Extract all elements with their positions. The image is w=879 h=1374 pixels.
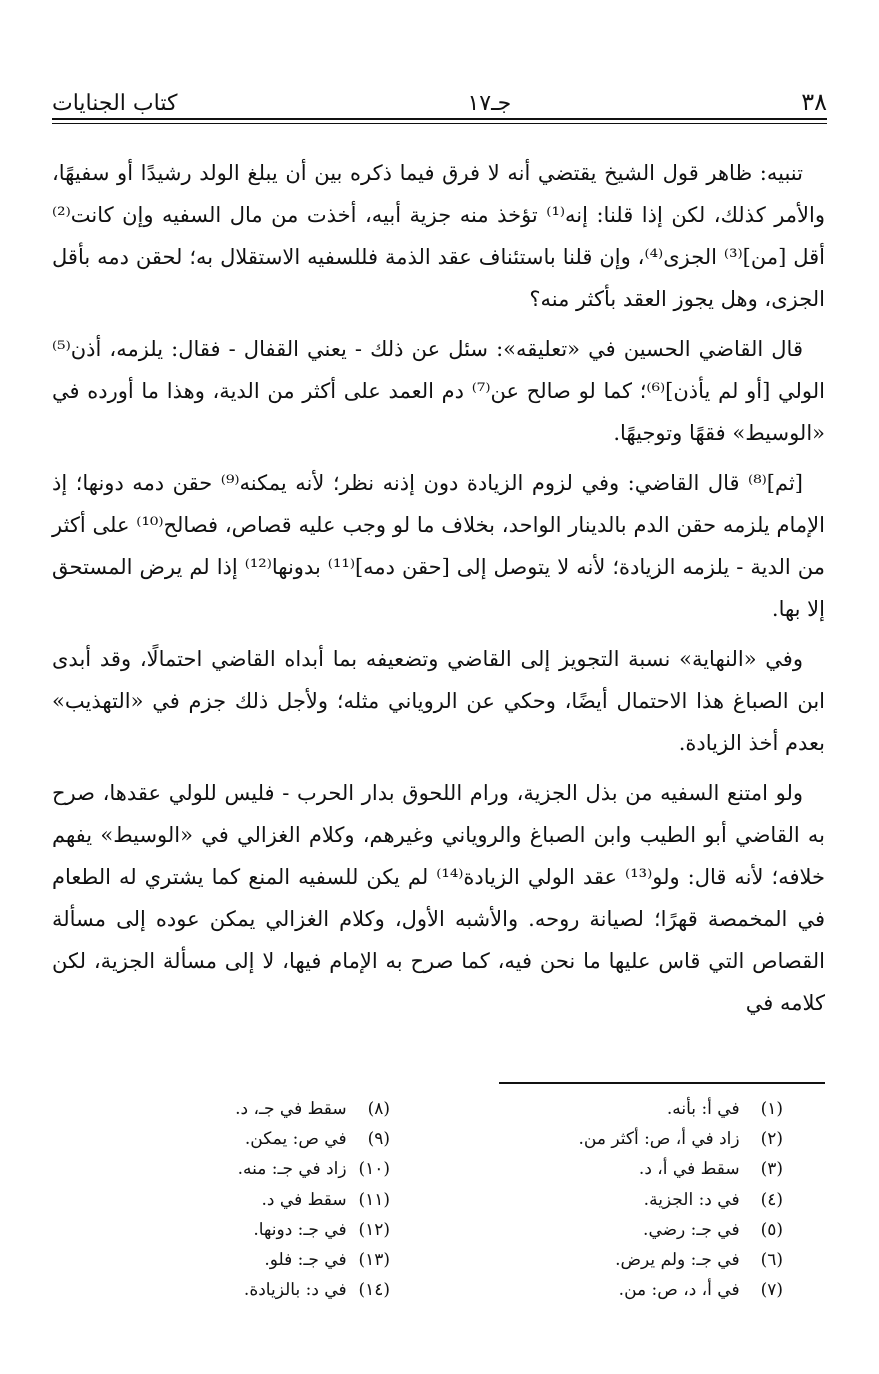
footnote-number: (١٤) (358, 1280, 390, 1301)
footnote-text: في د: بالزيادة. (243, 1280, 347, 1301)
footnote-text: سقط في أ، د. (638, 1159, 740, 1180)
main-text (52, 152, 825, 1032)
footnote-number: (٨) (367, 1099, 390, 1119)
footnote-number: (١٢) (358, 1219, 390, 1240)
footnote-text: سقط في جـ، د. (235, 1099, 347, 1119)
footnote-text: زاد في أ، ص: أكثر من. (578, 1129, 740, 1150)
footnote-item (90, 1245, 390, 1275)
footnote-number: (١١) (358, 1189, 390, 1210)
page-number: ٣٨ (801, 88, 827, 116)
footnote-rule (499, 1082, 825, 1084)
footnote-number: (٦) (760, 1250, 783, 1271)
footnote-item (90, 1094, 390, 1124)
footnote-text: في د: الجزية. (643, 1189, 740, 1210)
footnote-number: (٧) (760, 1280, 783, 1301)
footnote-item (483, 1215, 783, 1245)
footnote-item (90, 1124, 390, 1154)
header-rule (52, 118, 827, 124)
footnotes (90, 1094, 783, 1305)
footnote-number: (١٣) (358, 1250, 390, 1271)
footnote-text: في أ: بأنه. (666, 1099, 740, 1119)
footnote-number: (١) (760, 1099, 783, 1119)
footnotes-column-left (90, 1094, 390, 1305)
paragraph-qadi-nazar: [ثم]⁽⁸⁾ قال القاضي: وفي لزوم الزيادة دون إذنه نظر؛ لأنه يمكنه⁽⁹⁾ حقن دمه دونها؛ إذ الإمام يلزمه حقن الدم بالدينار الواحد، بخلاف ما لو وجب عليه قصاص، فصالح⁽¹⁰⁾ على أكثر من الدية - يلزمه الزيادة؛ لأنه لا يتوصل إلى [حقن دمه]⁽¹¹⁾ بدونها⁽¹²⁾ إذا لم يرض المستحق إلا بها. (52, 471, 825, 621)
footnote-number: (٩) (367, 1129, 390, 1150)
book-title: كتاب الجنايات (52, 91, 178, 116)
footnote-item (483, 1154, 783, 1184)
footnote-text: في جـ: دونها. (253, 1219, 347, 1240)
footnote-item (90, 1275, 390, 1305)
footnote-item (483, 1275, 783, 1305)
footnote-item (483, 1245, 783, 1275)
footnotes-column-right (483, 1094, 783, 1305)
footnote-item (483, 1185, 783, 1215)
footnote-item (90, 1215, 390, 1245)
footnote-text: سقط في د. (261, 1189, 347, 1210)
footnote-item (483, 1094, 783, 1124)
footnote-number: (٣) (760, 1159, 783, 1180)
paragraph-safih-imtana: ولو امتنع السفيه من بذل الجزية، ورام اللحوق بدار الحرب - فليس للولي عقدها، صرح به القاضي أبو الطيب وابن الصباغ والروياني وغيرهم، وكلام الغزالي في «الوسيط» يفهم خلافه؛ لأنه قال: ولو⁽¹³⁾ عقد الولي الزيادة⁽¹⁴⁾ لم يكن للسفيه المنع كما يشتري له الطعام في المخمصة قهرًا؛ لصيانة روحه. والأشبه الأول، وكلام الغزالي يمكن عوده إلى مسألة القصاص التي قاس عليها ما نحن فيه، كما صرح به الإمام فيها، لا إلى مسألة الجزية، لكن كلامه في (52, 781, 825, 1015)
paragraph-tanbih: تنبيه: ظاهر قول الشيخ يقتضي أنه لا فرق فيما ذكره بين أن يبلغ الولد رشيدًا أو سفيهًا، والأمر كذلك، لكن إذا قلنا: إنه⁽¹⁾ تؤخذ منه جزية أبيه، أخذت من مال السفيه وإن كانت⁽²⁾ أقل [من]⁽³⁾ الجزى⁽⁴⁾، وإن قلنا باستئناف عقد الذمة فللسفيه الاستقلال به؛ لحقن دمه بأقل الجزى، وهل يجوز العقد بأكثر منه؟ (52, 161, 825, 311)
footnote-text: زاد في جـ: منه. (237, 1159, 347, 1180)
footnote-text: في أ، د، ص: من. (618, 1280, 740, 1301)
footnote-number: (١٠) (358, 1159, 390, 1180)
footnote-text: في جـ: فلو. (264, 1250, 347, 1271)
footnote-number: (٥) (760, 1219, 783, 1240)
footnote-text: في جـ: ولم يرض. (615, 1250, 740, 1271)
footnote-text: في جـ: رضي. (643, 1219, 740, 1240)
footnote-item (90, 1185, 390, 1215)
volume-marker: جـ١٧ (467, 91, 512, 116)
footnote-text: في ص: يمكن. (244, 1129, 347, 1150)
footnote-item (483, 1124, 783, 1154)
footnote-item (90, 1154, 390, 1184)
paragraph-nihaya: وفي «النهاية» نسبة التجويز إلى القاضي وتضعيفه بما أبداه القاضي احتمالًا، وقد أبدى ابن الصباغ هذا الاحتمال أيضًا، وحكي عن الروياني مثله؛ ولأجل ذلك جزم في «التهذيب» بعدم أخذ الزيادة. (52, 647, 825, 755)
running-header (52, 82, 827, 116)
footnote-number: (٢) (760, 1129, 783, 1150)
footnote-number: (٤) (760, 1189, 783, 1210)
paragraph-qadi-husayn: قال القاضي الحسين في «تعليقه»: سئل عن ذلك - يعني القفال - فقال: يلزمه، أذن⁽⁵⁾ الولي [أو لم يأذن]⁽⁶⁾؛ كما لو صالح عن⁽⁷⁾ دم العمد على أكثر من الدية، وهذا ما أورده في «الوسيط» فقهًا وتوجيهًا. (52, 337, 826, 445)
